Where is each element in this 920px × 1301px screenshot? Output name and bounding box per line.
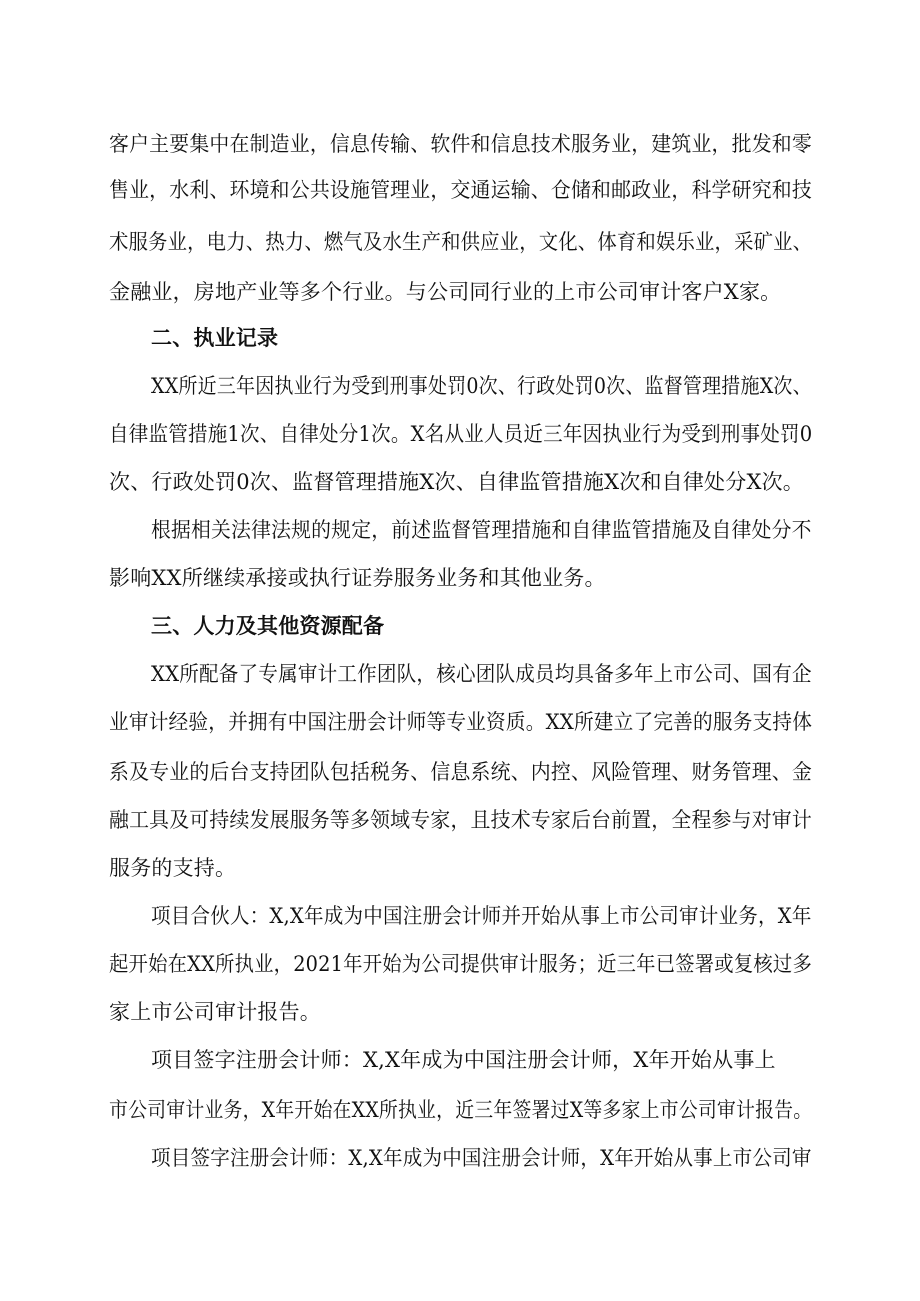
section-heading-practice-record: 二、执业记录	[151, 326, 279, 350]
text-line: 客户主要集中在制造业，信息传输、软件和信息技术服务业，建筑业，批发和零	[109, 132, 812, 156]
text-line: XX所配备了专属审计工作团队，核心团队成员均具备多年上市公司、国有企	[151, 662, 812, 686]
text-line: 金融业，房地产业等多个行业。与公司同行业的上市公司审计客户X家。	[109, 280, 782, 304]
text-line: 业审计经验，并拥有中国注册会计师等专业资质。XX所建立了完善的服务支持体	[109, 710, 813, 734]
section-heading-resources: 三、人力及其他资源配备	[151, 614, 385, 638]
text-line: 起开始在XX所执业，2021年开始为公司提供审计服务；近三年已签署或复核过多	[109, 952, 812, 976]
text-line: 售业，水利、环境和公共设施管理业，交通运输、仓储和邮政业，科学研究和技	[109, 178, 812, 202]
text-line: 项目合伙人：X,X年成为中国注册会计师并开始从事上市公司审计业务，X年	[151, 904, 812, 928]
text-line: 市公司审计业务，X年开始在XX所执业，近三年签署过X等多家上市公司审计报告。	[109, 1098, 813, 1122]
text-line: 融工具及可持续发展服务等多领域专家，且技术专家后台前置，全程参与对审计	[109, 808, 812, 832]
text-line: 影响XX所继续承接或执行证券服务业务和其他业务。	[109, 566, 606, 590]
text-line: 术服务业，电力、热力、燃气及水生产和供应业，文化、体育和娱乐业，采矿业、	[109, 230, 813, 254]
text-line: 项目签字注册会计师：X,X年成为中国注册会计师，X年开始从事上	[151, 1048, 776, 1072]
text-line: 系及专业的后台支持团队包括税务、信息系统、内控、风险管理、财务管理、金	[109, 760, 812, 784]
text-line: 家上市公司审计报告。	[109, 1000, 321, 1024]
text-line: 服务的支持。	[109, 856, 237, 880]
text-line: 根据相关法律法规的规定，前述监督管理措施和自律监管措施及自律处分不	[151, 518, 812, 542]
text-line: XX所近三年因执业行为受到刑事处罚0次、行政处罚0次、监督管理措施X次、	[151, 374, 812, 398]
text-line: 项目签字注册会计师：X,X年成为中国注册会计师，X年开始从事上市公司审	[151, 1146, 812, 1170]
text-line: 次、行政处罚0次、监督管理措施X次、自律监管措施X次和自律处分X次。	[109, 470, 805, 494]
text-line: 自律监管措施1次、自律处分1次。X名从业人员近三年因执业行为受到刑事处罚0	[109, 422, 813, 446]
